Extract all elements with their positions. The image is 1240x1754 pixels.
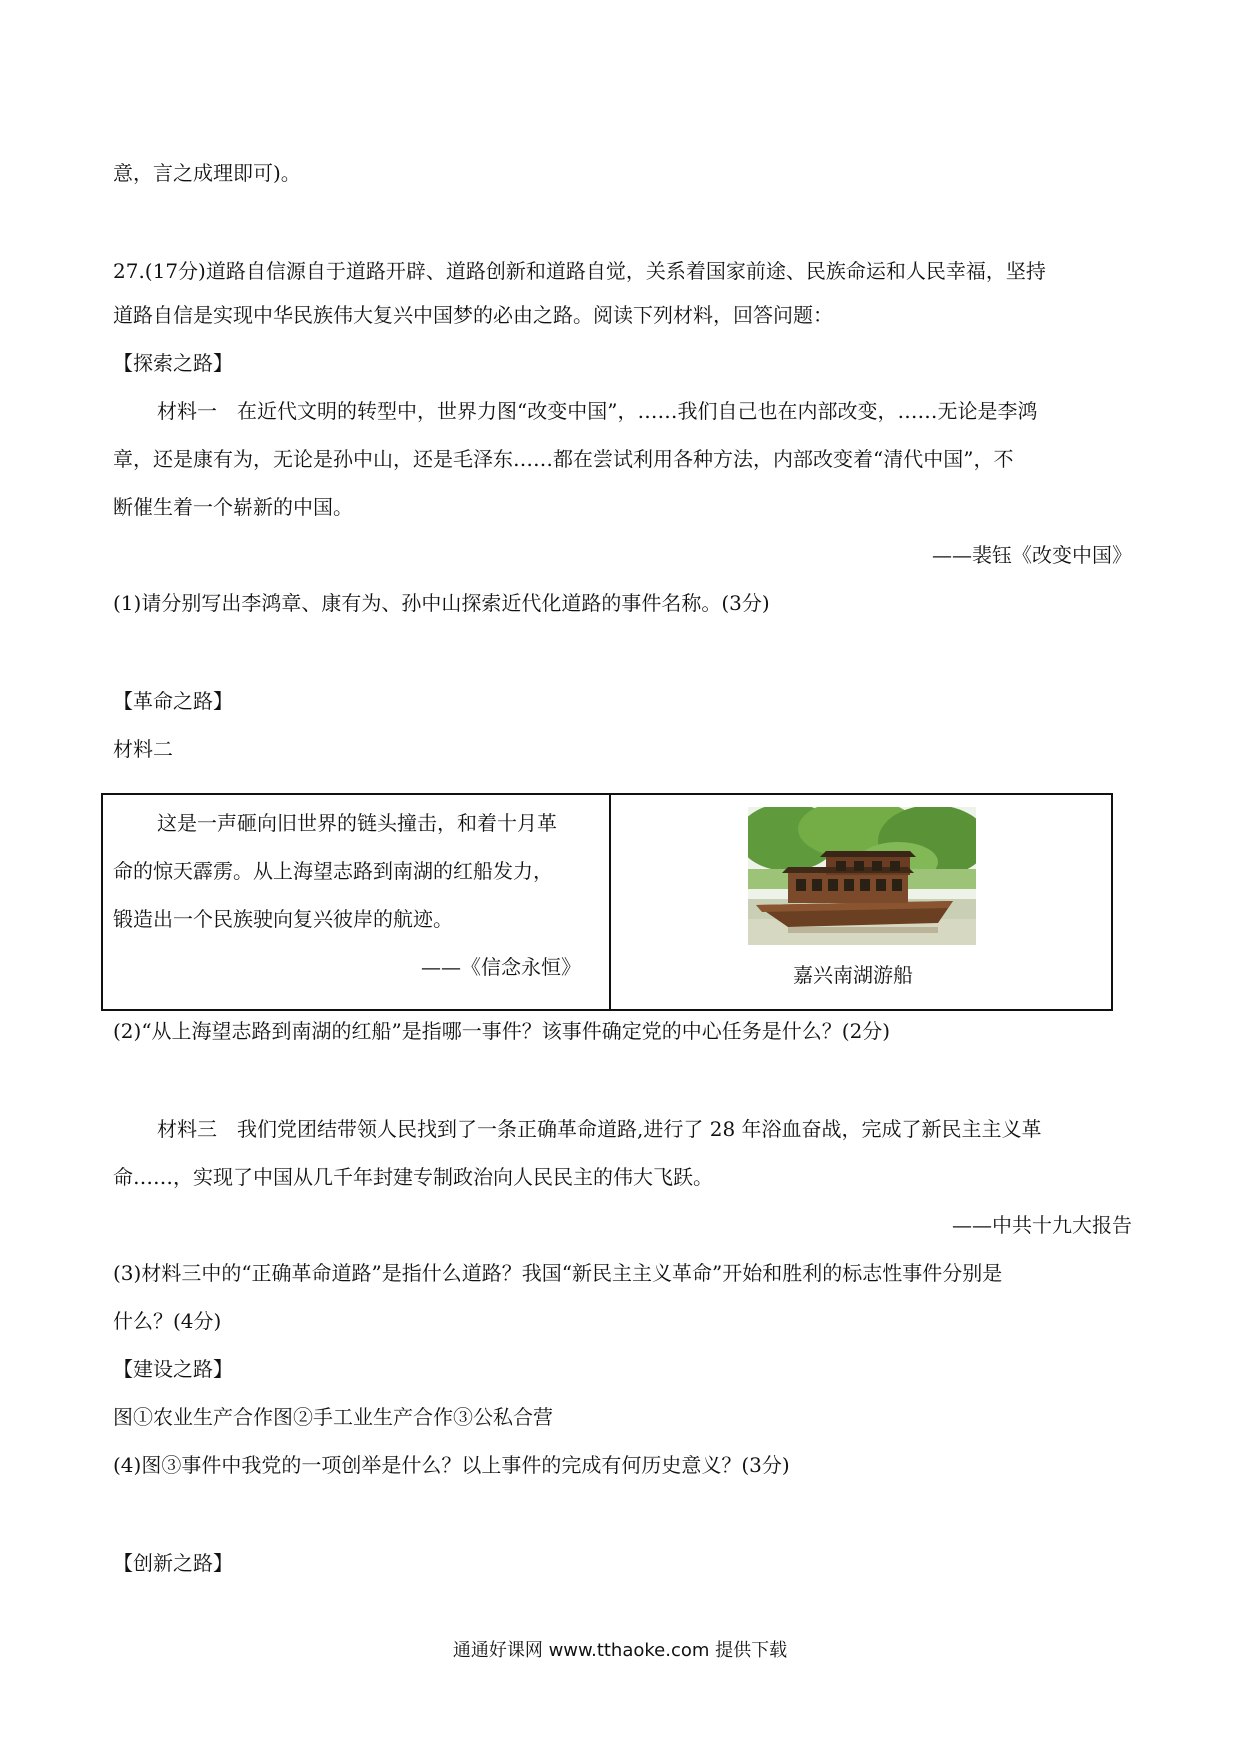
section-heading-revolution: 【革命之路】 <box>113 689 233 713</box>
photo-caption: 嘉兴南湖游船 <box>793 963 913 987</box>
material-1-source: ——裴钰《改变中国》 <box>932 543 1132 567</box>
question-3-cont: 什么？(4分) <box>113 1309 222 1333</box>
question-27-intro: 27.(17分)道路自信源自于道路开辟、道路创新和道路自觉，关系着国家前途、民族命运和人民幸福，坚持 <box>113 259 1046 283</box>
section-heading-construction: 【建设之路】 <box>113 1357 233 1381</box>
question-27-intro-cont: 道路自信是实现中华民族伟大复兴中国梦的必由之路。阅读下列材料，回答问题： <box>113 303 833 327</box>
question-1: (1)请分别写出李鸿章、康有为、孙中山探索近代化道路的事件名称。(3分) <box>113 591 770 615</box>
material-1-text: 材料一 在近代文明的转型中，世界力图“改变中国”，……我们自己也在内部改变，……无论是李鸿 <box>157 399 1038 423</box>
material-1-text-end: 断催生着一个崭新的中国。 <box>113 495 353 519</box>
table-divider <box>609 795 611 1009</box>
material-2-text-end: 锻造出一个民族驶向复兴彼岸的航迹。 <box>113 907 453 931</box>
page-footer: 通通好课网 www.tthaoke.com 提供下载 <box>452 1640 788 1661</box>
material-2-text: 这是一声砸向旧世界的链头撞击，和着十月革 <box>157 811 557 835</box>
material-2-label: 材料二 <box>113 737 173 761</box>
material-2-text-cont: 命的惊天霹雳。从上海望志路到南湖的红船发力， <box>113 859 553 883</box>
text-line: 意，言之成理即可)。 <box>113 161 301 185</box>
figure-list: 图①农业生产合作图②手工业生产合作③公私合营 <box>113 1405 553 1429</box>
nanhu-boat-photo <box>748 807 976 945</box>
section-heading-explore: 【探索之路】 <box>113 351 233 375</box>
question-3: (3)材料三中的“正确革命道路”是指什么道路？我国“新民主主义革命”开始和胜利的标志性事件分别是 <box>113 1261 1003 1285</box>
section-heading-innovation: 【创新之路】 <box>113 1551 233 1575</box>
question-2: (2)“从上海望志路到南湖的红船”是指哪一事件？该事件确定党的中心任务是什么？(2分) <box>113 1019 891 1043</box>
question-4: (4)图③事件中我党的一项创举是什么？以上事件的完成有何历史意义？(3分) <box>113 1453 790 1477</box>
material-3-text-end: 命……，实现了中国从几千年封建专制政治向人民民主的伟大飞跃。 <box>113 1165 713 1189</box>
material-3-source: ——中共十九大报告 <box>952 1213 1132 1237</box>
material-2-source: ——《信念永恒》 <box>421 955 581 979</box>
material-2-table <box>101 793 1113 1011</box>
material-3-text: 材料三 我们党团结带领人民找到了一条正确革命道路,进行了 28 年浴血奋战，完成了新民主主义革 <box>157 1117 1042 1141</box>
material-1-text-cont: 章，还是康有为，无论是孙中山，还是毛泽东……都在尝试利用各种方法，内部改变着“清代中国”，不 <box>113 447 1014 471</box>
